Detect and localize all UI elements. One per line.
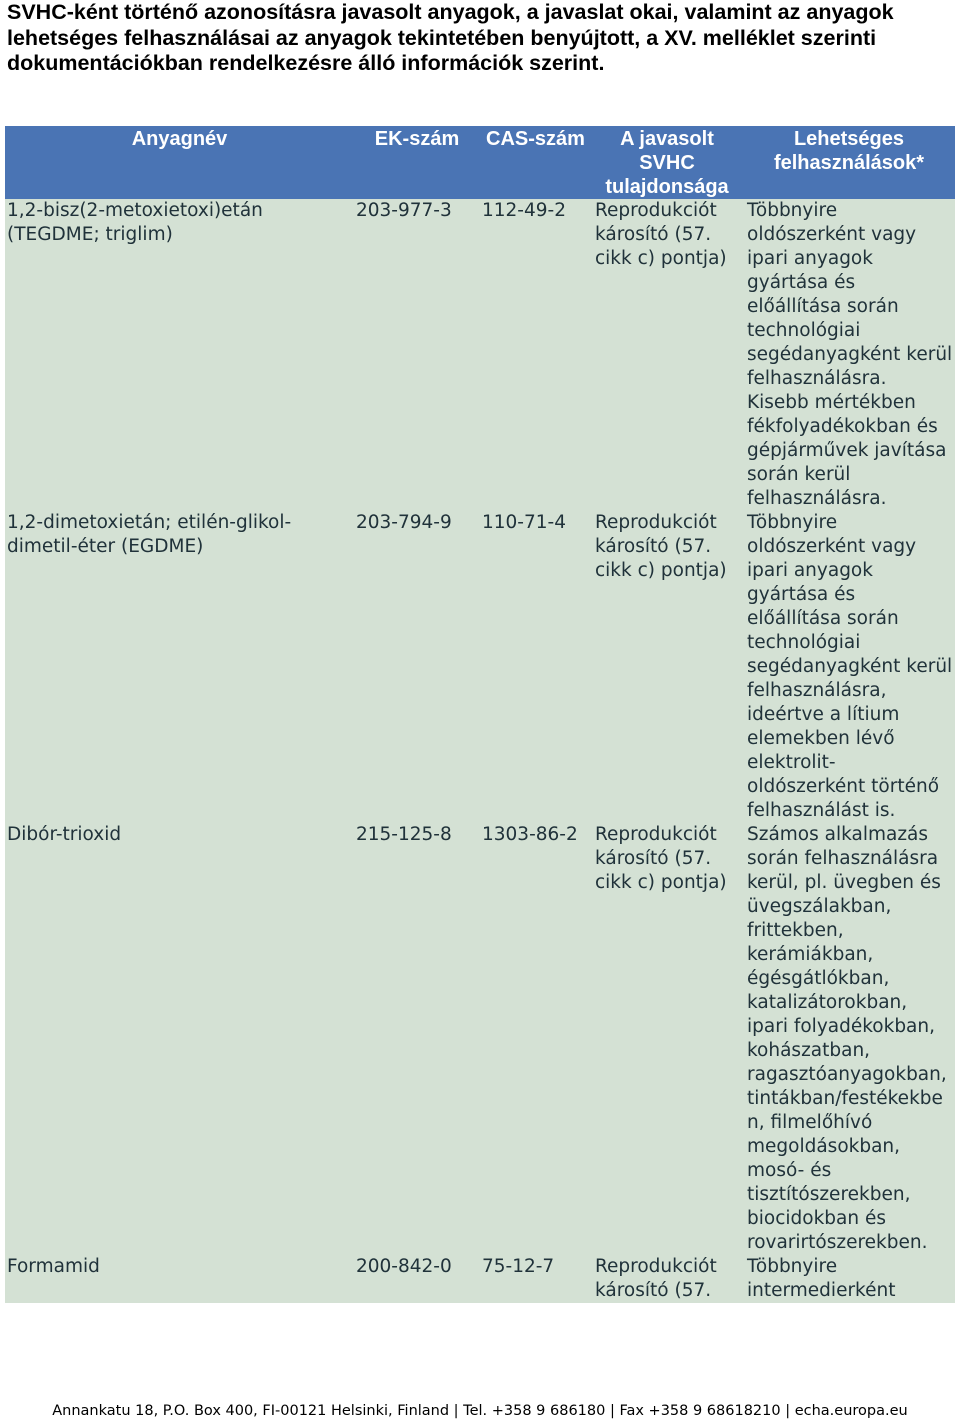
cell-cas-number: 110-71-4 — [480, 511, 591, 823]
cell-possible-uses: Többnyire oldószerként vagy ipari anyagok gyártása és előállítása során technológiai segédanyagként kerül felhasználásra, ideértve a lítium elemekben lévő elektrolit-oldószerként történő felhasználást is. — [743, 511, 955, 823]
cell-cas-number: 112-49-2 — [480, 199, 591, 511]
cell-ec-number: 203-794-9 — [354, 511, 480, 823]
header-ec-number: EK-szám — [354, 126, 480, 199]
cell-substance-name: Formamid — [5, 1255, 354, 1303]
cell-substance-name: 1,2-bisz(2-metoxietoxi)etán (TEGDME; triglim) — [5, 199, 354, 511]
cell-substance-name: 1,2-dimetoxietán; etilén-glikol-dimetil-éter (EGDME) — [5, 511, 354, 823]
table-row — [5, 823, 955, 1255]
table-header-row — [5, 126, 955, 199]
header-cas-number: CAS-szám — [480, 126, 591, 199]
header-substance-name: Anyagnév — [5, 126, 354, 199]
cell-svhc-property: Reprodukciót károsító (57. cikk c) pontja) — [591, 823, 743, 1255]
cell-possible-uses: Többnyire intermedierként — [743, 1255, 955, 1303]
cell-possible-uses: Számos alkalmazás során felhasználásra kerül, pl. üvegben és üvegszálakban, frittekben, kerámiákban, égésgátlókban, katalizátorokban, ipari folyadékokban, kohászatban, ragasztóanyagokban, tintákban/festékekben, filmelőhívó megoldásokban, mosó- és tisztítószerekben, biocidokban és rovarirtószerekben. — [743, 823, 955, 1255]
cell-cas-number: 1303-86-2 — [480, 823, 591, 1255]
document-heading: SVHC-ként történő azonosításra javasolt anyagok, a javaslat okai, valamint az anyagok lehetséges felhasználásai az anyagok tekintetében benyújtott, a XV. melléklet szerinti dokumentációkban rendelkezésre álló információk szerint. — [7, 0, 894, 75]
header-svhc-property: A javasolt SVHC tulajdonsága — [591, 126, 743, 199]
cell-svhc-property: Reprodukciót károsító (57. cikk c) pontja) — [591, 511, 743, 823]
page-footer: Annankatu 18, P.O. Box 400, FI-00121 Helsinki, Finland | Tel. +358 9 686180 | Fax +358 9 68618210 | echa.europa.eu — [52, 1403, 908, 1419]
cell-ec-number: 200-842-0 — [354, 1255, 480, 1303]
table-row — [5, 1255, 955, 1303]
header-possible-uses: Lehetséges felhasználások* — [743, 126, 955, 199]
cell-possible-uses: Többnyire oldószerként vagy ipari anyagok gyártása és előállítása során technológiai segédanyagként kerül felhasználásra. Kisebb mértékben fékfolyadékokban és gépjárművek javítása során kerül felhasználásra. — [743, 199, 955, 511]
cell-ec-number: 215-125-8 — [354, 823, 480, 1255]
cell-ec-number: 203-977-3 — [354, 199, 480, 511]
cell-svhc-property: Reprodukciót károsító (57. — [591, 1255, 743, 1303]
cell-svhc-property: Reprodukciót károsító (57. cikk c) pontja) — [591, 199, 743, 511]
cell-cas-number: 75-12-7 — [480, 1255, 591, 1303]
cell-substance-name: Dibór-trioxid — [5, 823, 354, 1255]
table-row — [5, 199, 955, 511]
table-row — [5, 511, 955, 823]
svhc-table — [5, 126, 955, 1303]
